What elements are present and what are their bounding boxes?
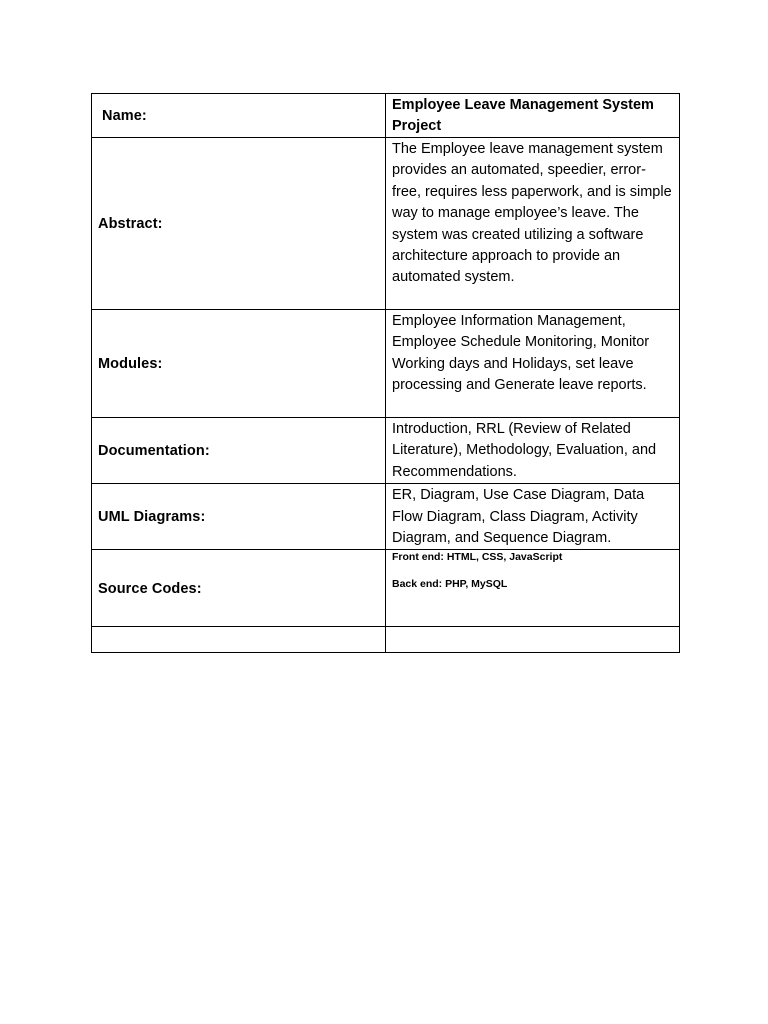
documentation-value: Introduction, RRL (Review of Related Literature), Methodology, Evaluation, and Recommendations.: [386, 418, 680, 484]
name-label: Name:: [92, 94, 386, 138]
table-row: [92, 550, 680, 627]
source-codes-label: Source Codes:: [92, 550, 386, 627]
uml-diagrams-label: UML Diagrams:: [92, 484, 386, 550]
modules-label: Modules:: [92, 310, 386, 418]
table-row: [92, 310, 680, 418]
table-row: [92, 484, 680, 550]
empty-value-cell: [386, 627, 680, 653]
project-name-value: Employee Leave Management System Project: [386, 94, 680, 138]
abstract-label: Abstract:: [92, 138, 386, 310]
back-end-text: Back end: PHP, MySQL: [392, 578, 508, 591]
table-row: [92, 138, 680, 310]
table-row: [92, 94, 680, 138]
documentation-label: Documentation:: [92, 418, 386, 484]
empty-label-cell: [92, 627, 386, 653]
table-row: [92, 418, 680, 484]
abstract-value: The Employee leave management system provides an automated, speedier, error-free, requires less paperwork, and is simple way to manage employee’s leave. The system was created utilizing a software architecture approach to provide an automated system.: [386, 138, 680, 310]
uml-diagrams-value: ER, Diagram, Use Case Diagram, Data Flow Diagram, Class Diagram, Activity Diagram, and Sequence Diagram.: [386, 484, 680, 550]
front-end-text: Front end: HTML, CSS, JavaScript: [392, 551, 563, 564]
source-codes-value: [386, 550, 680, 627]
modules-value: Employee Information Management, Employee Schedule Monitoring, Monitor Working days and Holidays, set leave processing and Generate leave reports.: [386, 310, 680, 418]
table-row: [92, 627, 680, 653]
project-info-table: [91, 93, 680, 653]
